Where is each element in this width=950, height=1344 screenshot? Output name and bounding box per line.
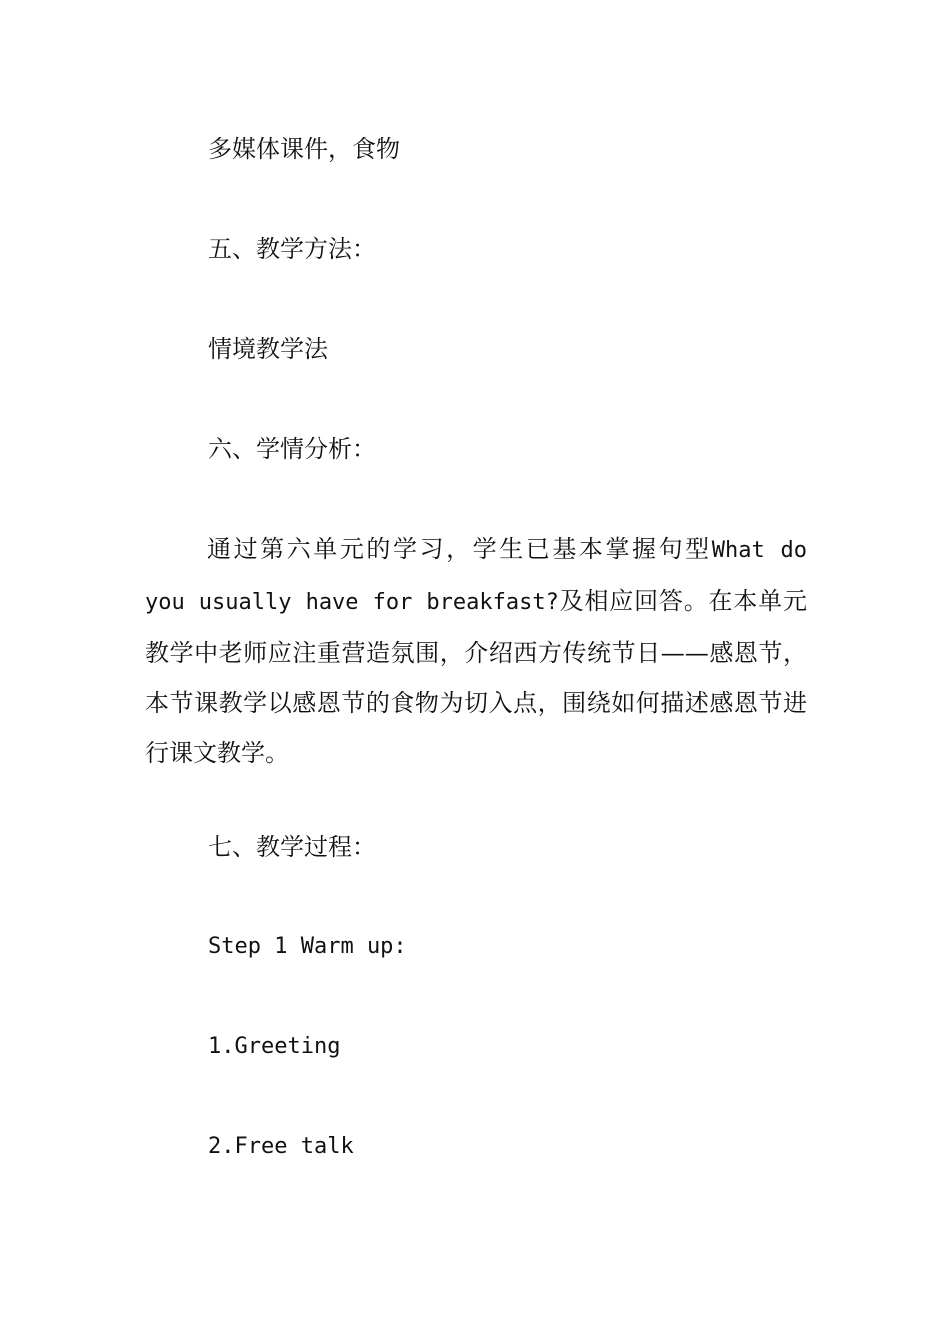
- analysis-paragraph: [145, 524, 807, 778]
- step-item-greeting: 1.Greeting: [208, 1034, 341, 1059]
- step-item-free-talk: 2.Free talk: [208, 1134, 354, 1159]
- step1-heading: Step 1 Warm up:: [208, 934, 407, 959]
- section-heading-process: 七、教学过程：: [208, 833, 376, 861]
- methods-text: 情境教学法: [208, 335, 328, 363]
- analysis-text-english: What do you usually have for breakfast?: [145, 538, 807, 615]
- analysis-text-part3: 及相应回答。在本单元教学中老师应注重营造氛围，介绍西方传统节日——感恩节，本节课教学以感恩节的食物为切入点，围绕如何描述感恩节进行课文教学。: [145, 587, 807, 767]
- section-heading-methods: 五、教学方法：: [208, 235, 376, 263]
- analysis-text-part1: 通过第六单元的学习，学生已基本掌握句型: [207, 535, 712, 563]
- section-heading-analysis: 六、学情分析：: [208, 435, 376, 463]
- materials-line: 多媒体课件，食物: [208, 135, 400, 163]
